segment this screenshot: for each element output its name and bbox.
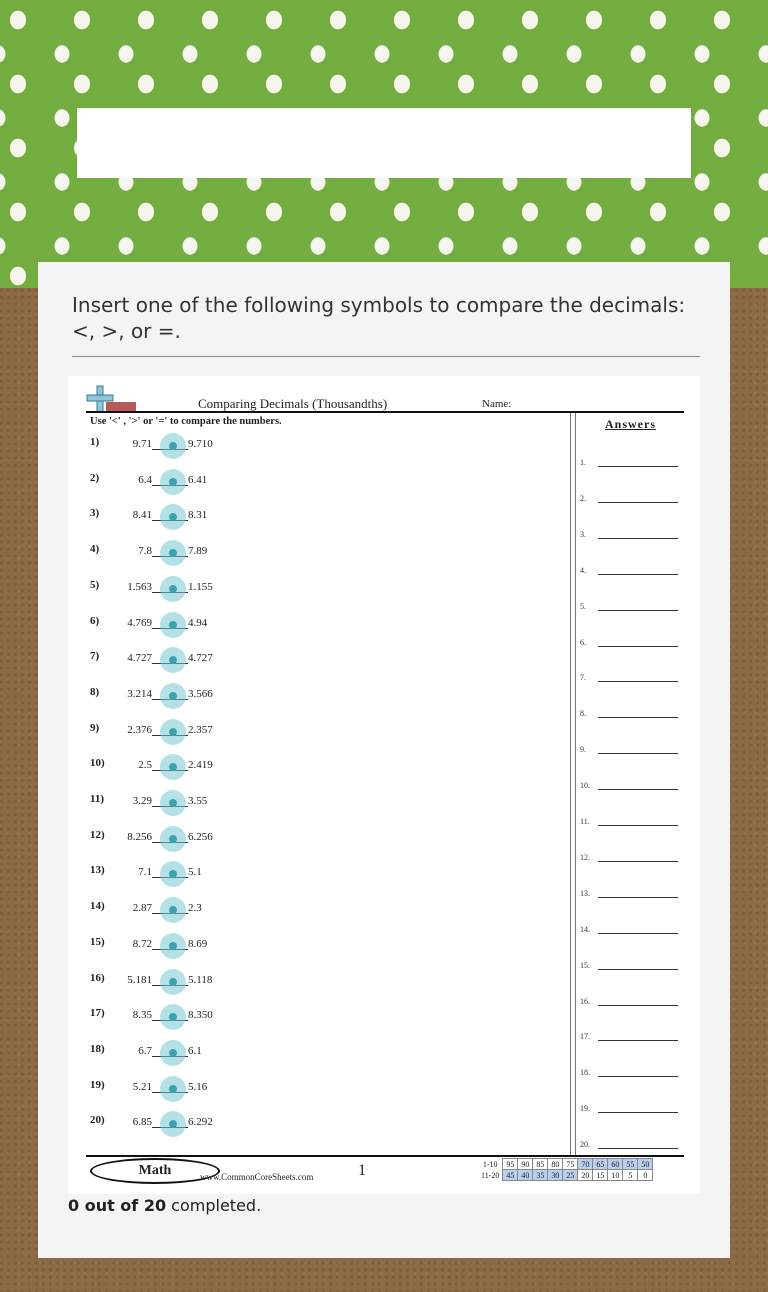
- title-placeholder: [77, 108, 691, 178]
- answer-line: [580, 458, 586, 467]
- answer-underline: [598, 538, 678, 539]
- score-cell: 10: [608, 1170, 623, 1181]
- answer-number: 19.: [580, 1104, 590, 1114]
- problem-number: 18): [90, 1042, 105, 1055]
- answer-underline: [598, 1040, 678, 1041]
- answer-underline: [598, 933, 678, 934]
- left-value: 7.1: [138, 866, 152, 879]
- comparison-hotspot[interactable]: [160, 719, 186, 745]
- right-value: 1.155: [188, 580, 213, 593]
- answer-number: 13.: [580, 888, 590, 898]
- problem-number: 5): [90, 578, 100, 591]
- left-value: 8.41: [132, 509, 152, 522]
- divider: [72, 356, 700, 357]
- answer-number: 15.: [580, 960, 590, 970]
- problem-number: 7): [90, 650, 100, 663]
- answer-line: [580, 709, 586, 718]
- answer-line: [580, 745, 586, 754]
- left-value: 6.7: [138, 1044, 152, 1057]
- problem-number: 4): [90, 543, 100, 556]
- comparison-hotspot[interactable]: [160, 861, 186, 887]
- comparison-hotspot[interactable]: [160, 933, 186, 959]
- comparison-hotspot[interactable]: [160, 612, 186, 638]
- progress-text: [68, 1196, 261, 1215]
- comparison-hotspot[interactable]: [160, 647, 186, 673]
- problem-number: 9): [90, 721, 100, 734]
- left-value: 6.85: [132, 1116, 152, 1129]
- answer-line: [580, 925, 590, 934]
- answer-number: 6.: [580, 637, 586, 647]
- answer-line: [580, 1104, 590, 1113]
- answer-underline: [598, 681, 678, 682]
- comparison-hotspot[interactable]: [160, 504, 186, 530]
- problem-number: 12): [90, 828, 105, 841]
- answer-number: 12.: [580, 852, 590, 862]
- left-value: 2.5: [138, 759, 152, 772]
- left-value: 5.21: [132, 1080, 152, 1093]
- worksheet-instruction: Use '<' , '>' or '=' to compare the numbers.: [90, 416, 282, 427]
- answer-line: [580, 1032, 590, 1041]
- answer-underline: [598, 969, 678, 970]
- answer-number: 7.: [580, 673, 586, 683]
- right-value: 3.55: [188, 795, 208, 807]
- right-value: 4.727: [188, 652, 213, 665]
- score-cell: 45: [503, 1170, 518, 1181]
- answer-underline: [598, 502, 678, 503]
- answer-line: [580, 494, 586, 503]
- answer-underline: [598, 789, 678, 790]
- right-value: 3.566: [188, 687, 213, 700]
- comparison-hotspot[interactable]: [160, 540, 186, 566]
- problem-number: 16): [90, 971, 105, 984]
- problem-number: 6): [90, 614, 100, 627]
- answer-line: [580, 817, 590, 826]
- score-cell: 80: [548, 1159, 563, 1170]
- page-number: 1: [358, 1162, 366, 1179]
- answer-line: [580, 889, 590, 898]
- left-value: 4.769: [127, 616, 152, 629]
- left-value: 3.29: [132, 795, 152, 807]
- right-value: 6.41: [188, 473, 208, 486]
- left-value: 2.87: [132, 902, 152, 915]
- answer-number: 9.: [580, 745, 586, 755]
- comparison-hotspot[interactable]: [160, 1076, 186, 1102]
- comparison-hotspot[interactable]: [160, 826, 186, 852]
- answer-underline: [598, 861, 678, 862]
- left-value: 8.256: [127, 830, 152, 843]
- score-cell: 85: [533, 1159, 548, 1170]
- left-value: 4.727: [127, 652, 152, 665]
- score-cell: 20: [578, 1170, 593, 1181]
- problem-number: 13): [90, 864, 105, 877]
- comparison-hotspot[interactable]: [160, 1111, 186, 1137]
- score-cell: 0: [638, 1170, 653, 1181]
- answer-underline: [598, 574, 678, 575]
- problem-number: 11): [90, 793, 105, 805]
- answer-underline: [598, 1076, 678, 1077]
- answer-line: [580, 602, 586, 611]
- right-value: 2.357: [188, 723, 213, 736]
- right-value: 4.94: [188, 616, 208, 629]
- answer-line: [580, 530, 586, 539]
- site-url: www.CommonCoreSheets.com: [200, 1172, 314, 1182]
- score-cell: 75: [563, 1159, 578, 1170]
- comparison-hotspot[interactable]: [160, 469, 186, 495]
- right-value: 6.256: [188, 830, 213, 843]
- right-value: 8.31: [188, 509, 208, 522]
- answer-number: 14.: [580, 924, 590, 934]
- answer-underline: [598, 897, 678, 898]
- right-value: 6.292: [188, 1116, 213, 1129]
- comparison-hotspot[interactable]: [160, 433, 186, 459]
- problem-number: 20): [90, 1114, 105, 1127]
- problem-number: 2): [90, 471, 100, 484]
- answer-line: [580, 997, 590, 1006]
- answer-number: 17.: [580, 1032, 590, 1042]
- right-value: 5.118: [188, 973, 213, 986]
- right-value: 5.16: [188, 1080, 208, 1093]
- left-value: 8.72: [132, 937, 152, 950]
- answer-line: [580, 638, 586, 647]
- score-cell: 40: [518, 1170, 533, 1181]
- problem-number: 14): [90, 900, 105, 913]
- score-cell: 55: [623, 1159, 638, 1170]
- answer-number: 20.: [580, 1140, 590, 1150]
- right-value: 6.1: [188, 1044, 202, 1057]
- answer-underline: [598, 646, 678, 647]
- top-rule: [86, 411, 684, 413]
- answers-heading: Answers: [605, 417, 656, 431]
- answer-underline: [598, 466, 678, 467]
- answer-number: 11.: [580, 817, 590, 826]
- score-cell: 95: [503, 1159, 518, 1170]
- score-row-label: 1-10: [482, 1159, 498, 1169]
- answer-underline: [598, 825, 678, 826]
- answer-underline: [598, 753, 678, 754]
- score-cell: 50: [638, 1159, 653, 1170]
- worksheet-image: [68, 376, 700, 1194]
- answer-line: [580, 853, 590, 862]
- problem-number: 17): [90, 1007, 105, 1020]
- column-divider: [575, 413, 576, 1155]
- bottom-rule: [86, 1155, 684, 1157]
- right-value: 7.89: [188, 545, 208, 558]
- right-value: 2.419: [188, 759, 213, 772]
- answer-line: [580, 566, 586, 575]
- left-value: 5.181: [127, 973, 152, 986]
- progress-suffix: completed.: [166, 1196, 262, 1215]
- right-value: 9.710: [188, 438, 213, 450]
- right-value: 8.350: [188, 1009, 213, 1022]
- right-value: 8.69: [188, 937, 208, 950]
- answer-number: 10.: [580, 781, 590, 791]
- comparison-hotspot[interactable]: [160, 1040, 186, 1066]
- answer-number: 5.: [580, 601, 586, 611]
- left-value: 7.8: [138, 545, 152, 558]
- comparison-hotspot[interactable]: [160, 969, 186, 995]
- math-badge: Math: [90, 1158, 220, 1184]
- answer-line: [580, 1140, 590, 1149]
- answer-underline: [598, 717, 678, 718]
- answer-number: 8.: [580, 709, 586, 719]
- name-label: Name:: [482, 398, 512, 410]
- answer-underline: [598, 1148, 678, 1149]
- left-value: 2.376: [127, 723, 152, 736]
- left-value: 1.563: [127, 580, 152, 593]
- score-row-label: 11-20: [481, 1170, 500, 1180]
- answer-line: [580, 1068, 590, 1077]
- answer-number: 16.: [580, 996, 590, 1006]
- score-cell: 5: [623, 1170, 638, 1181]
- score-cell: 70: [578, 1159, 593, 1170]
- column-divider: [570, 413, 571, 1155]
- score-cell: 90: [518, 1159, 533, 1170]
- answer-line: [580, 961, 590, 970]
- score-cell: 15: [593, 1170, 608, 1181]
- comparison-hotspot[interactable]: [160, 576, 186, 602]
- score-cell: 60: [608, 1159, 623, 1170]
- answer-number: 1.: [580, 458, 586, 467]
- score-table: [478, 1158, 653, 1181]
- problem-number: 3): [90, 507, 100, 520]
- problem-number: 15): [90, 935, 105, 948]
- problem-number: 10): [90, 757, 105, 770]
- problem-number: 19): [90, 1078, 105, 1091]
- score-cell: 30: [548, 1170, 563, 1181]
- comparison-hotspot[interactable]: [160, 1004, 186, 1030]
- comparison-hotspot[interactable]: [160, 897, 186, 923]
- score-cell: 65: [593, 1159, 608, 1170]
- score-cell: 25: [563, 1170, 578, 1181]
- comparison-hotspot[interactable]: [160, 683, 186, 709]
- worksheet-card: [38, 262, 730, 1258]
- answer-number: 18.: [580, 1068, 590, 1078]
- worksheet-title: Comparing Decimals (Thousandths): [198, 396, 388, 411]
- problem-number: 8): [90, 685, 100, 698]
- score-cell: 35: [533, 1170, 548, 1181]
- answer-underline: [598, 1005, 678, 1006]
- answer-number: 2.: [580, 493, 586, 503]
- answer-number: 4.: [580, 565, 586, 575]
- instructions-text: Insert one of the following symbols to compare the decimals: <, >, or =.: [72, 293, 686, 343]
- answer-line: [580, 781, 590, 790]
- plus-minus-logo-icon: [84, 384, 144, 414]
- left-value: 6.4: [138, 473, 152, 486]
- answer-number: 3.: [580, 529, 586, 539]
- progress-count: 0 out of 20: [68, 1196, 167, 1215]
- answer-line: [580, 673, 586, 682]
- left-value: 3.214: [127, 687, 152, 700]
- comparison-hotspot[interactable]: [160, 754, 186, 780]
- answer-underline: [598, 610, 678, 611]
- left-value: 8.35: [132, 1009, 152, 1022]
- problem-number: 1): [90, 436, 100, 448]
- left-value: 9.71: [132, 438, 152, 450]
- comparison-hotspot[interactable]: [160, 790, 186, 816]
- right-value: 2.3: [188, 902, 202, 915]
- right-value: 5.1: [188, 866, 202, 879]
- answer-underline: [598, 1112, 678, 1113]
